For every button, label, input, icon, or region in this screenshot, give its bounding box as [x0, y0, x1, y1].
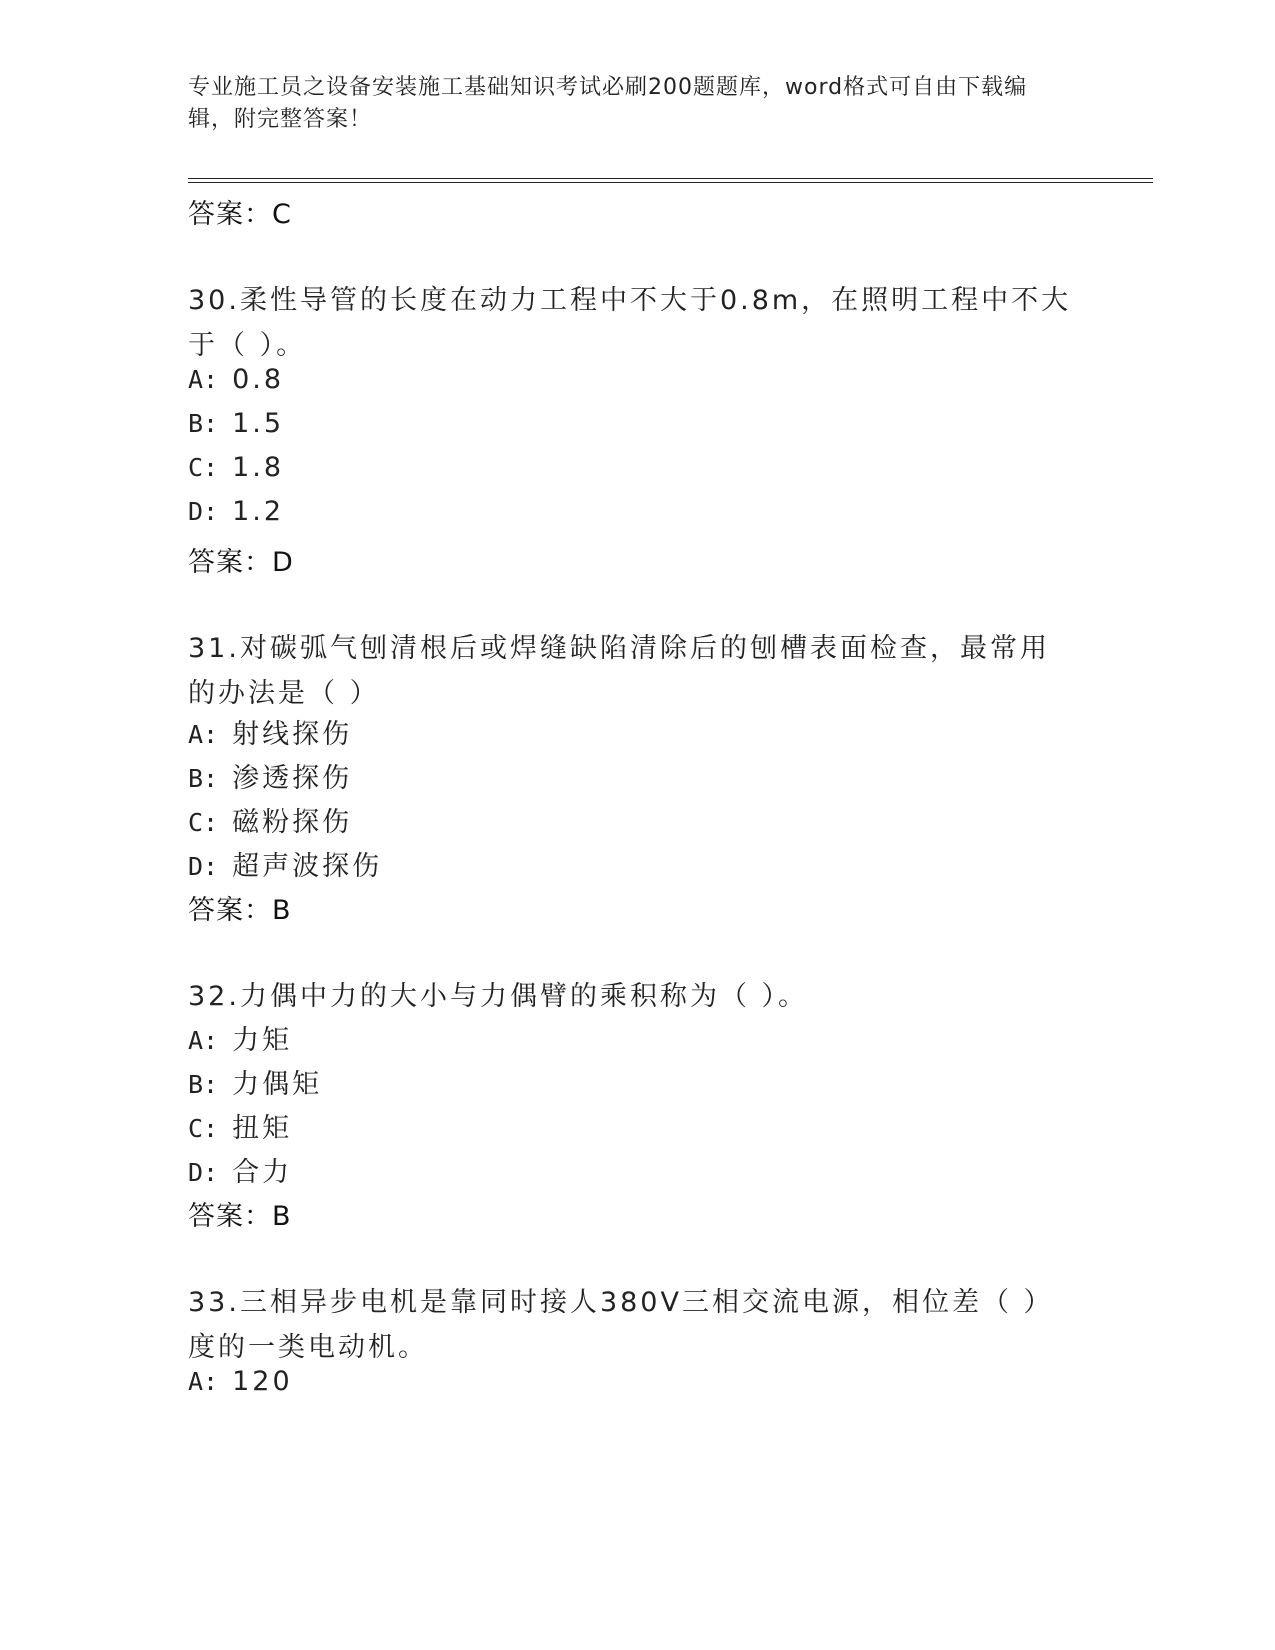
question-32-option-c: C: 扭矩: [188, 1113, 293, 1144]
answer-line-prev: 答案：C: [188, 199, 292, 230]
question-32-text: 32.力偶中力的大小与力偶臂的乘积称为（ ）。: [188, 981, 809, 1012]
question-30-option-b: B: 1.5: [188, 408, 285, 439]
question-31-text: 31.对碳弧气刨清根后或焊缝缺陷清除后的刨槽表面检查，最常用的办法是（ ）: [188, 633, 1050, 709]
question-31-option-a: A: 射线探伤: [188, 719, 353, 750]
header-rule-bottom: [188, 182, 1153, 183]
question-30-option-c: C: 1.8: [188, 452, 285, 483]
question-32-option-b: B: 力偶矩: [188, 1069, 323, 1100]
question-32-option-d: D: 合力: [188, 1157, 293, 1188]
question-31-answer: 答案：B: [188, 895, 292, 926]
question-32-answer: 答案：B: [188, 1201, 292, 1232]
question-32-option-a: A: 力矩: [188, 1025, 293, 1056]
question-30-option-a: A: 0.8: [188, 364, 285, 395]
question-31-option-d: D: 超声波探伤: [188, 851, 383, 882]
question-30-option-d: D: 1.2: [188, 496, 285, 527]
header-rule-top: [188, 178, 1153, 179]
question-33-option-a: A: 120: [188, 1366, 293, 1397]
question-31-option-c: C: 磁粉探伤: [188, 807, 353, 838]
document-header: 专业施工员之设备安装施工基础知识考试必刷200题题库，word格式可自由下载编辑，附完整答案！: [188, 75, 1028, 132]
question-30-text: 30.柔性导管的长度在动力工程中不大于0.8m，在照明工程中不大于（ ）。: [188, 285, 1072, 361]
question-33-text: 33.三相异步电机是靠同时接人380V三相交流电源，相位差（ ）度的一类电动机。: [188, 1287, 1054, 1363]
question-30-answer: 答案：D: [188, 547, 294, 578]
question-31-option-b: B: 渗透探伤: [188, 763, 353, 794]
